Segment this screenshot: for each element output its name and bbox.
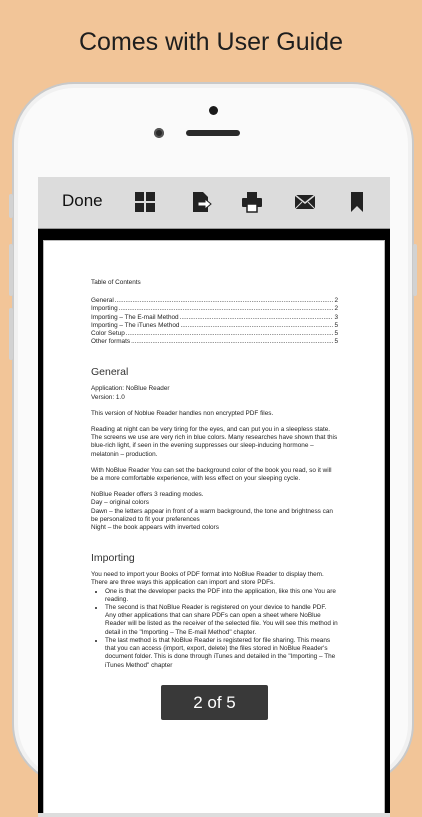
mail-icon[interactable]: [294, 191, 316, 213]
app-line: Application: NoBlue Reader: [91, 385, 170, 393]
earpiece-speaker: [186, 130, 240, 136]
version-line: Version: 1.0: [91, 393, 125, 401]
power-button: [413, 244, 417, 296]
list-item: • One is that the developer packs the PDF into the application, like this one You are reading.: [105, 588, 338, 604]
toc-row[interactable]: Importing – The E-mail Method ..... 3: [91, 314, 338, 322]
phone-frame: [12, 82, 414, 786]
importing-heading: Importing: [91, 552, 135, 565]
page-indicator: 2 of 5: [161, 685, 268, 720]
front-camera: [154, 128, 164, 138]
separator-bar: [38, 229, 390, 240]
toc-row[interactable]: Importing – The iTunes Method ..... 5: [91, 322, 338, 330]
toc-row[interactable]: Color Setup ..... 5: [91, 330, 338, 338]
volume-down-button: [9, 308, 13, 360]
modes-list: NoBlue Reader offers 3 reading modes. Day – original colors Dawn – the letters appear in front of a warm background, the tone and brightness can be personalized to fit your preferences Night – the book appears with inverted colors: [91, 491, 333, 532]
list-item: • The second is that NoBlue Reader is registered on your device to handle PDF. Any other applications that can share PDFs can open a sheet where NoBlue Reader will be listed as the receiver of the selected file. You will see this method in detail in the "Importing – The E-mail Method" chapter.: [105, 604, 338, 637]
paragraph: This version of Noblue Reader handles non encrypted PDF files.: [91, 409, 274, 417]
paragraph: Reading at night can be very tiring for the eyes, and can put you in a sleepless state. The screens we use are very rich in blue colors. Many researches have shown that this blue-rich light, if seen in the evening suppresses our sleep-inducing hormone – melatonin – production.: [91, 426, 338, 458]
paragraph: With NoBlue Reader You can set the background color of the book you read, so it will be a more comfortable experience, with less effect on your sleeping cycle.: [91, 466, 332, 483]
toc-row[interactable]: Importing ..... 2: [91, 305, 338, 313]
screen: [38, 177, 390, 817]
page-content: [91, 279, 338, 670]
proximity-sensor: [209, 106, 218, 115]
general-heading: General: [91, 366, 129, 379]
bottom-bar: [38, 813, 390, 817]
volume-up-button: [9, 244, 13, 296]
toc-row[interactable]: Other formats ..... 5: [91, 338, 338, 346]
bookmark-icon[interactable]: [346, 191, 368, 213]
toc-title: Table of Contents: [91, 279, 141, 286]
import-methods-list: [91, 588, 338, 670]
list-item: • The last method is that NoBlue Reader is registered for file sharing. This means that you can access (import, export, delete) the files stored in NoBlue Reader's document folder. This is done through iTunes and detailed in the "Importing – The iTunes Method" chapter: [105, 637, 338, 670]
toolbar: [38, 177, 390, 229]
paragraph: You need to import your Books of PDF format into NoBlue Reader to display them. There are three ways this application can import and store PDFs.: [91, 571, 324, 587]
mute-switch: [9, 194, 13, 218]
document-page[interactable]: [43, 240, 385, 817]
print-icon[interactable]: [241, 191, 263, 213]
export-icon[interactable]: [190, 191, 212, 213]
done-button[interactable]: Done: [62, 191, 103, 210]
grid-icon[interactable]: [134, 191, 156, 213]
toc-row[interactable]: General ..... 2: [91, 297, 338, 305]
caption: Comes with User Guide: [79, 28, 343, 56]
